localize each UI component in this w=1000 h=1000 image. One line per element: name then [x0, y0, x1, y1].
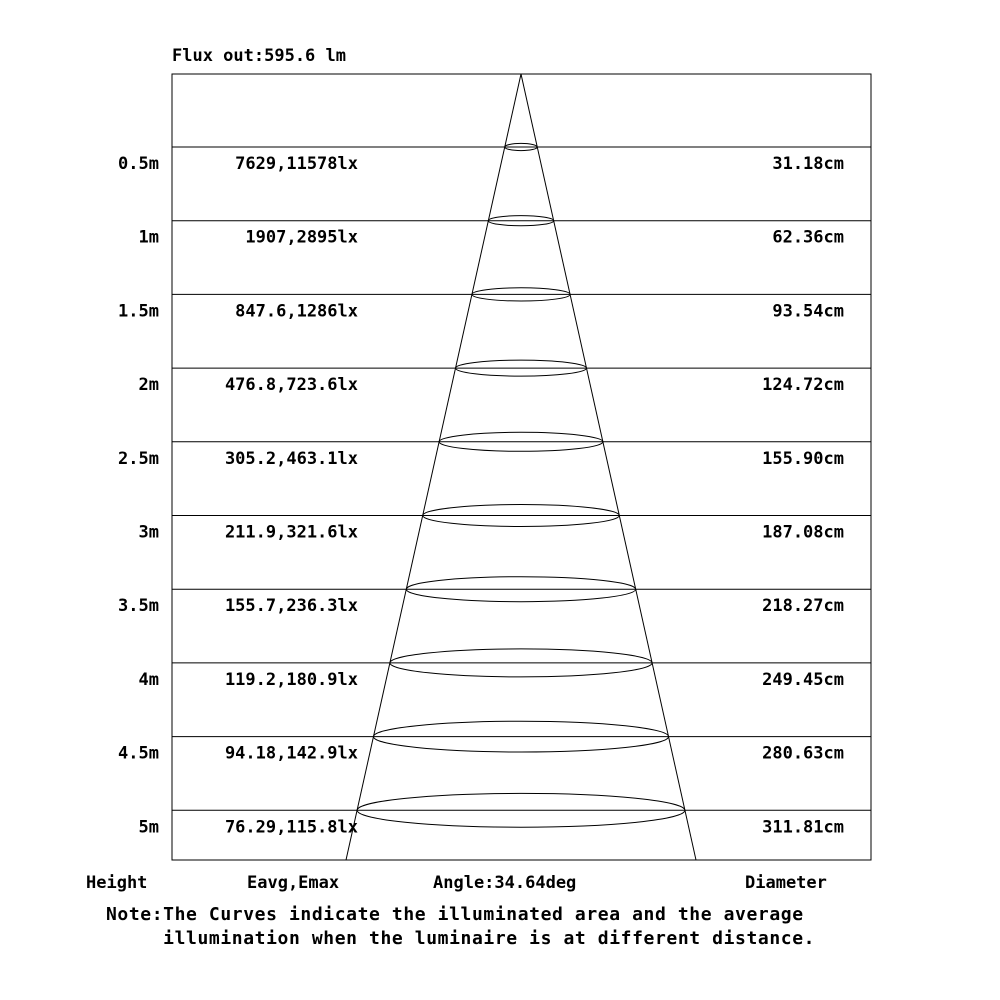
- diameter-value: 187.08cm: [762, 522, 844, 543]
- diameter-value: 62.36cm: [772, 227, 844, 248]
- height-value: 1m: [138, 227, 159, 248]
- height-value: 2m: [138, 375, 159, 396]
- eavg-emax-value: 155.7,236.3lx: [224, 596, 358, 617]
- diameter-value: 31.18cm: [772, 154, 844, 174]
- diameter-value: 249.45cm: [762, 669, 844, 690]
- eavg-column-label: Eavg,Emax: [247, 873, 340, 893]
- eavg-emax-value: 7629,11578lx: [235, 154, 358, 174]
- height-value: 1.5m: [118, 301, 159, 322]
- beam-angle-label: Angle:34.64deg: [433, 873, 577, 893]
- diameter-value: 280.63cm: [762, 743, 844, 764]
- height-value: 3.5m: [118, 596, 159, 617]
- height-value: 4m: [138, 669, 159, 690]
- eavg-emax-value: 94.18,142.9lx: [224, 743, 358, 764]
- diameter-column-label: Diameter: [745, 873, 827, 893]
- eavg-emax-value: 76.29,115.8lx: [224, 817, 358, 838]
- beam-edge-right: [521, 74, 696, 860]
- diameter-value: 155.90cm: [762, 448, 844, 469]
- height-column-label: Height: [86, 873, 148, 893]
- height-value: 0.5m: [118, 154, 159, 174]
- diameter-value: 93.54cm: [772, 301, 844, 322]
- note-line-1: Note:The Curves indicate the illuminated area and the average: [106, 904, 804, 925]
- beam-edge-left: [346, 74, 521, 860]
- note-line-2: illumination when the luminaire is at different distance.: [106, 928, 816, 949]
- eavg-emax-value: 305.2,463.1lx: [224, 448, 358, 469]
- beam-cone: [346, 74, 696, 860]
- diameter-value: 124.72cm: [762, 375, 844, 396]
- eavg-emax-value: 119.2,180.9lx: [224, 669, 358, 690]
- diameter-value: 311.81cm: [762, 817, 844, 838]
- eavg-emax-value: 1907,2895lx: [245, 227, 358, 248]
- flux-label: Flux out:595.6 lm: [172, 46, 346, 66]
- eavg-emax-value: 847.6,1286lx: [235, 301, 358, 322]
- height-value: 2.5m: [118, 448, 159, 469]
- diameter-value: 218.27cm: [762, 596, 844, 617]
- rows-layer: [118, 147, 871, 837]
- eavg-emax-value: 476.8,723.6lx: [224, 375, 358, 396]
- height-value: 5m: [138, 817, 159, 838]
- height-value: 3m: [138, 522, 159, 543]
- eavg-emax-value: 211.9,321.6lx: [224, 522, 358, 543]
- height-value: 4.5m: [118, 743, 159, 764]
